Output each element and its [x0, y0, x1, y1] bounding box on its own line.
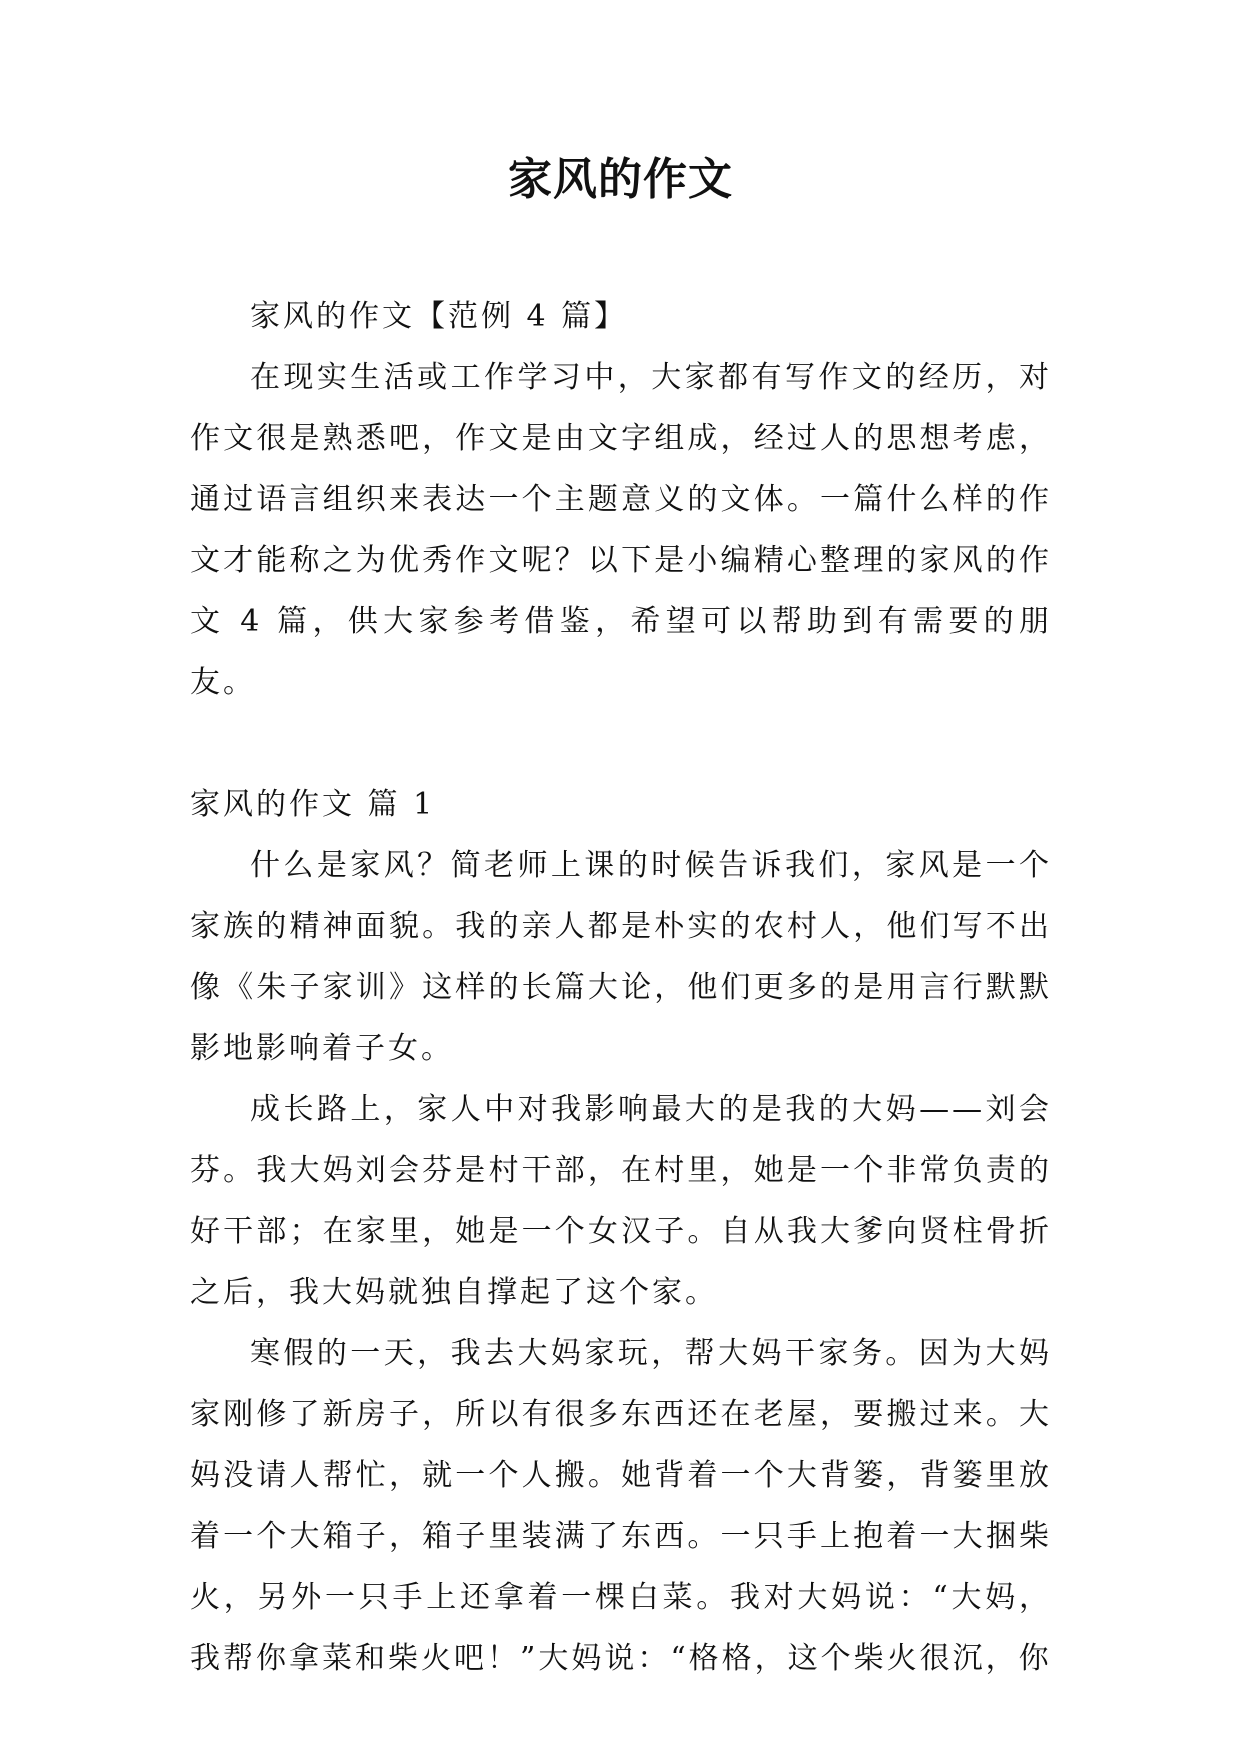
body-paragraph: 成长路上，家人中对我影响最大的是我的大妈——刘会芬。我大妈刘会芬是村干部，在村里，她是一个非常负责的好干部；在家里，她是一个女汉子。自从我大爹向贤柱骨折之后，我大妈就独自撑起了这个家。	[190, 1092, 1052, 1310]
document-body	[190, 286, 1052, 1689]
document-title: 家风的作文	[508, 154, 733, 205]
intro-paragraph: 在现实生活或工作学习中，大家都有写作文的经历，对作文很是熟悉吧，作文是由文字组成，经过人的思想考虑，通过语言组织来表达一个主题意义的文体。一篇什么样的作文才能称之为优秀作文呢？以下是小编精心整理的家风的作文 4 篇，供大家参考借鉴，希望可以帮助到有需要的朋友。	[190, 360, 1052, 700]
section-heading: 家风的作文 篇 1	[190, 787, 436, 822]
section-spacer	[190, 713, 1052, 774]
body-paragraph: 什么是家风？简老师上课的时候告诉我们，家风是一个家族的精神面貌。我的亲人都是朴实的农村人，他们写不出像《朱子家训》这样的长篇大论，他们更多的是用言行默默影地影响着子女。	[190, 848, 1052, 1066]
body-paragraph: 寒假的一天，我去大妈家玩，帮大妈干家务。因为大妈家刚修了新房子，所以有很多东西还在老屋，要搬过来。大妈没请人帮忙，就一个人搬。她背着一个大背篓，背篓里放着一个大箱子，箱子里装满了东西。一只手上抱着一大捆柴火，另外一只手上还拿着一棵白菜。我对大妈说：“大妈，我帮你拿菜和柴火吧！”大妈说：“格格，这个柴火很沉，你	[190, 1336, 1052, 1676]
subtitle: 家风的作文【范例 4 篇】	[250, 299, 628, 334]
